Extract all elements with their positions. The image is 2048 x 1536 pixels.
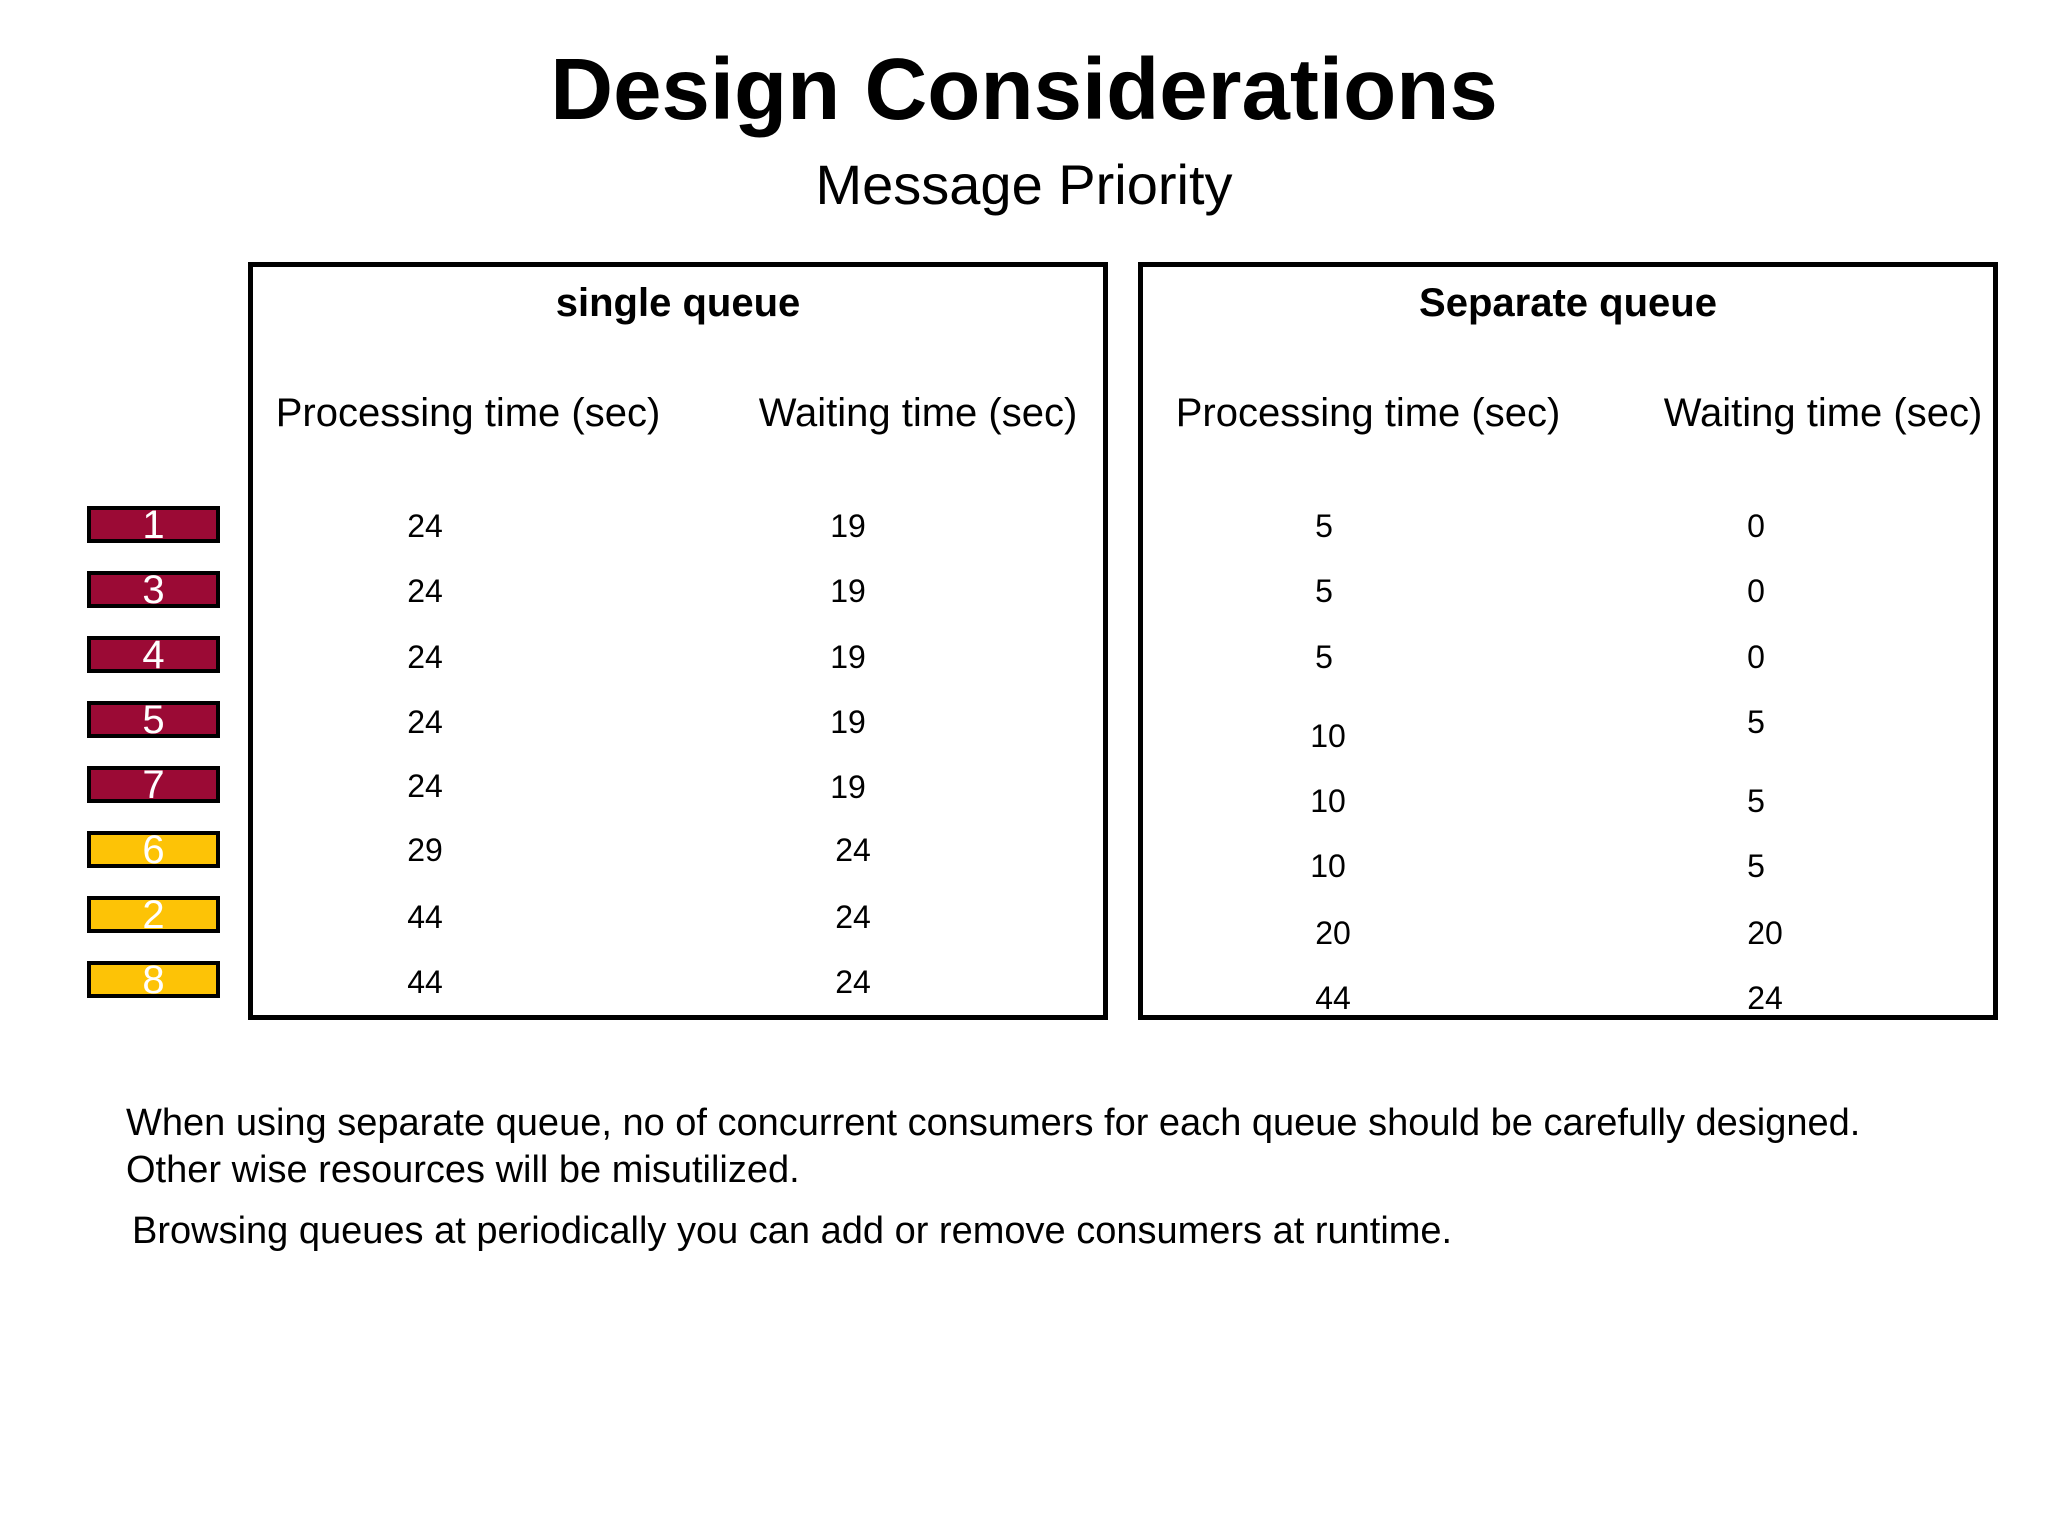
message-label: 3 — [142, 568, 165, 612]
single-processing-cell: 24 — [407, 508, 443, 544]
message-label: 5 — [142, 698, 165, 742]
separate-processing-cell: 5 — [1315, 639, 1333, 675]
separate-waiting-cell: 24 — [1747, 980, 1783, 1016]
separate-processing-cell: 5 — [1315, 573, 1333, 609]
note-paragraph — [126, 1100, 1860, 1194]
separate-waiting-cell: 5 — [1747, 848, 1765, 884]
message-box — [87, 503, 220, 547]
single-waiting-cell: 19 — [830, 769, 866, 805]
single-queue-panel — [248, 262, 1108, 1020]
note-line-3: Browsing queues at periodically you can add or remove consumers at runtime. — [132, 1210, 1453, 1252]
message-box — [87, 633, 220, 677]
message-label: 2 — [142, 893, 165, 937]
single-processing-cell: 29 — [407, 832, 443, 868]
slide-subtitle: Message Priority — [815, 153, 1233, 216]
single-waiting-cell: 19 — [830, 704, 866, 740]
single-processing-cell: 24 — [407, 639, 443, 675]
separate-processing-cell: 10 — [1310, 848, 1346, 884]
separate-processing-header: Processing time (sec) — [1175, 391, 1561, 435]
single-waiting-cell: 19 — [830, 508, 866, 544]
note-line-1: When using separate queue, no of concurrent consumers for each queue should be carefully designed. — [126, 1102, 1861, 1144]
message-box — [87, 763, 220, 807]
separate-processing-cell: 10 — [1310, 783, 1346, 819]
message-label: 6 — [142, 828, 165, 872]
message-label: 4 — [142, 633, 165, 677]
message-box — [87, 698, 220, 742]
single-processing-cell: 24 — [407, 768, 443, 804]
single-queue-title: single queue — [555, 281, 801, 325]
separate-processing-cell: 44 — [1315, 980, 1351, 1016]
single-waiting-cell: 24 — [835, 899, 871, 935]
single-waiting-header: Waiting time (sec) — [758, 391, 1078, 435]
message-label: 7 — [142, 763, 165, 807]
note-line-2: Other wise resources will be misutilized. — [126, 1149, 800, 1191]
separate-waiting-cell: 5 — [1747, 783, 1765, 819]
separate-processing-cell: 10 — [1310, 718, 1346, 754]
message-box — [87, 828, 220, 872]
single-waiting-cell: 19 — [830, 573, 866, 609]
separate-waiting-cell: 5 — [1747, 704, 1765, 740]
slide-title: Design Considerations — [550, 41, 1498, 138]
single-waiting-cell: 24 — [835, 964, 871, 1000]
separate-queue-title: Separate queue — [1419, 281, 1717, 325]
message-label: 8 — [142, 958, 165, 1002]
separate-waiting-cell: 0 — [1747, 508, 1765, 544]
separate-queue-panel — [1138, 262, 1998, 1020]
single-processing-cell: 24 — [407, 704, 443, 740]
separate-waiting-header: Waiting time (sec) — [1663, 391, 1983, 435]
message-label: 1 — [142, 503, 165, 547]
separate-processing-cell: 5 — [1315, 508, 1333, 544]
single-waiting-cell: 19 — [830, 639, 866, 675]
single-processing-cell: 44 — [407, 964, 443, 1000]
message-box — [87, 568, 220, 612]
single-waiting-cell: 24 — [835, 832, 871, 868]
single-processing-header: Processing time (sec) — [275, 391, 661, 435]
separate-waiting-cell: 20 — [1747, 915, 1783, 951]
message-box — [87, 958, 220, 1002]
separate-processing-cell: 20 — [1315, 915, 1351, 951]
separate-waiting-cell: 0 — [1747, 639, 1765, 675]
message-box — [87, 893, 220, 937]
single-processing-cell: 44 — [407, 899, 443, 935]
single-processing-cell: 24 — [407, 573, 443, 609]
separate-waiting-cell: 0 — [1747, 573, 1765, 609]
